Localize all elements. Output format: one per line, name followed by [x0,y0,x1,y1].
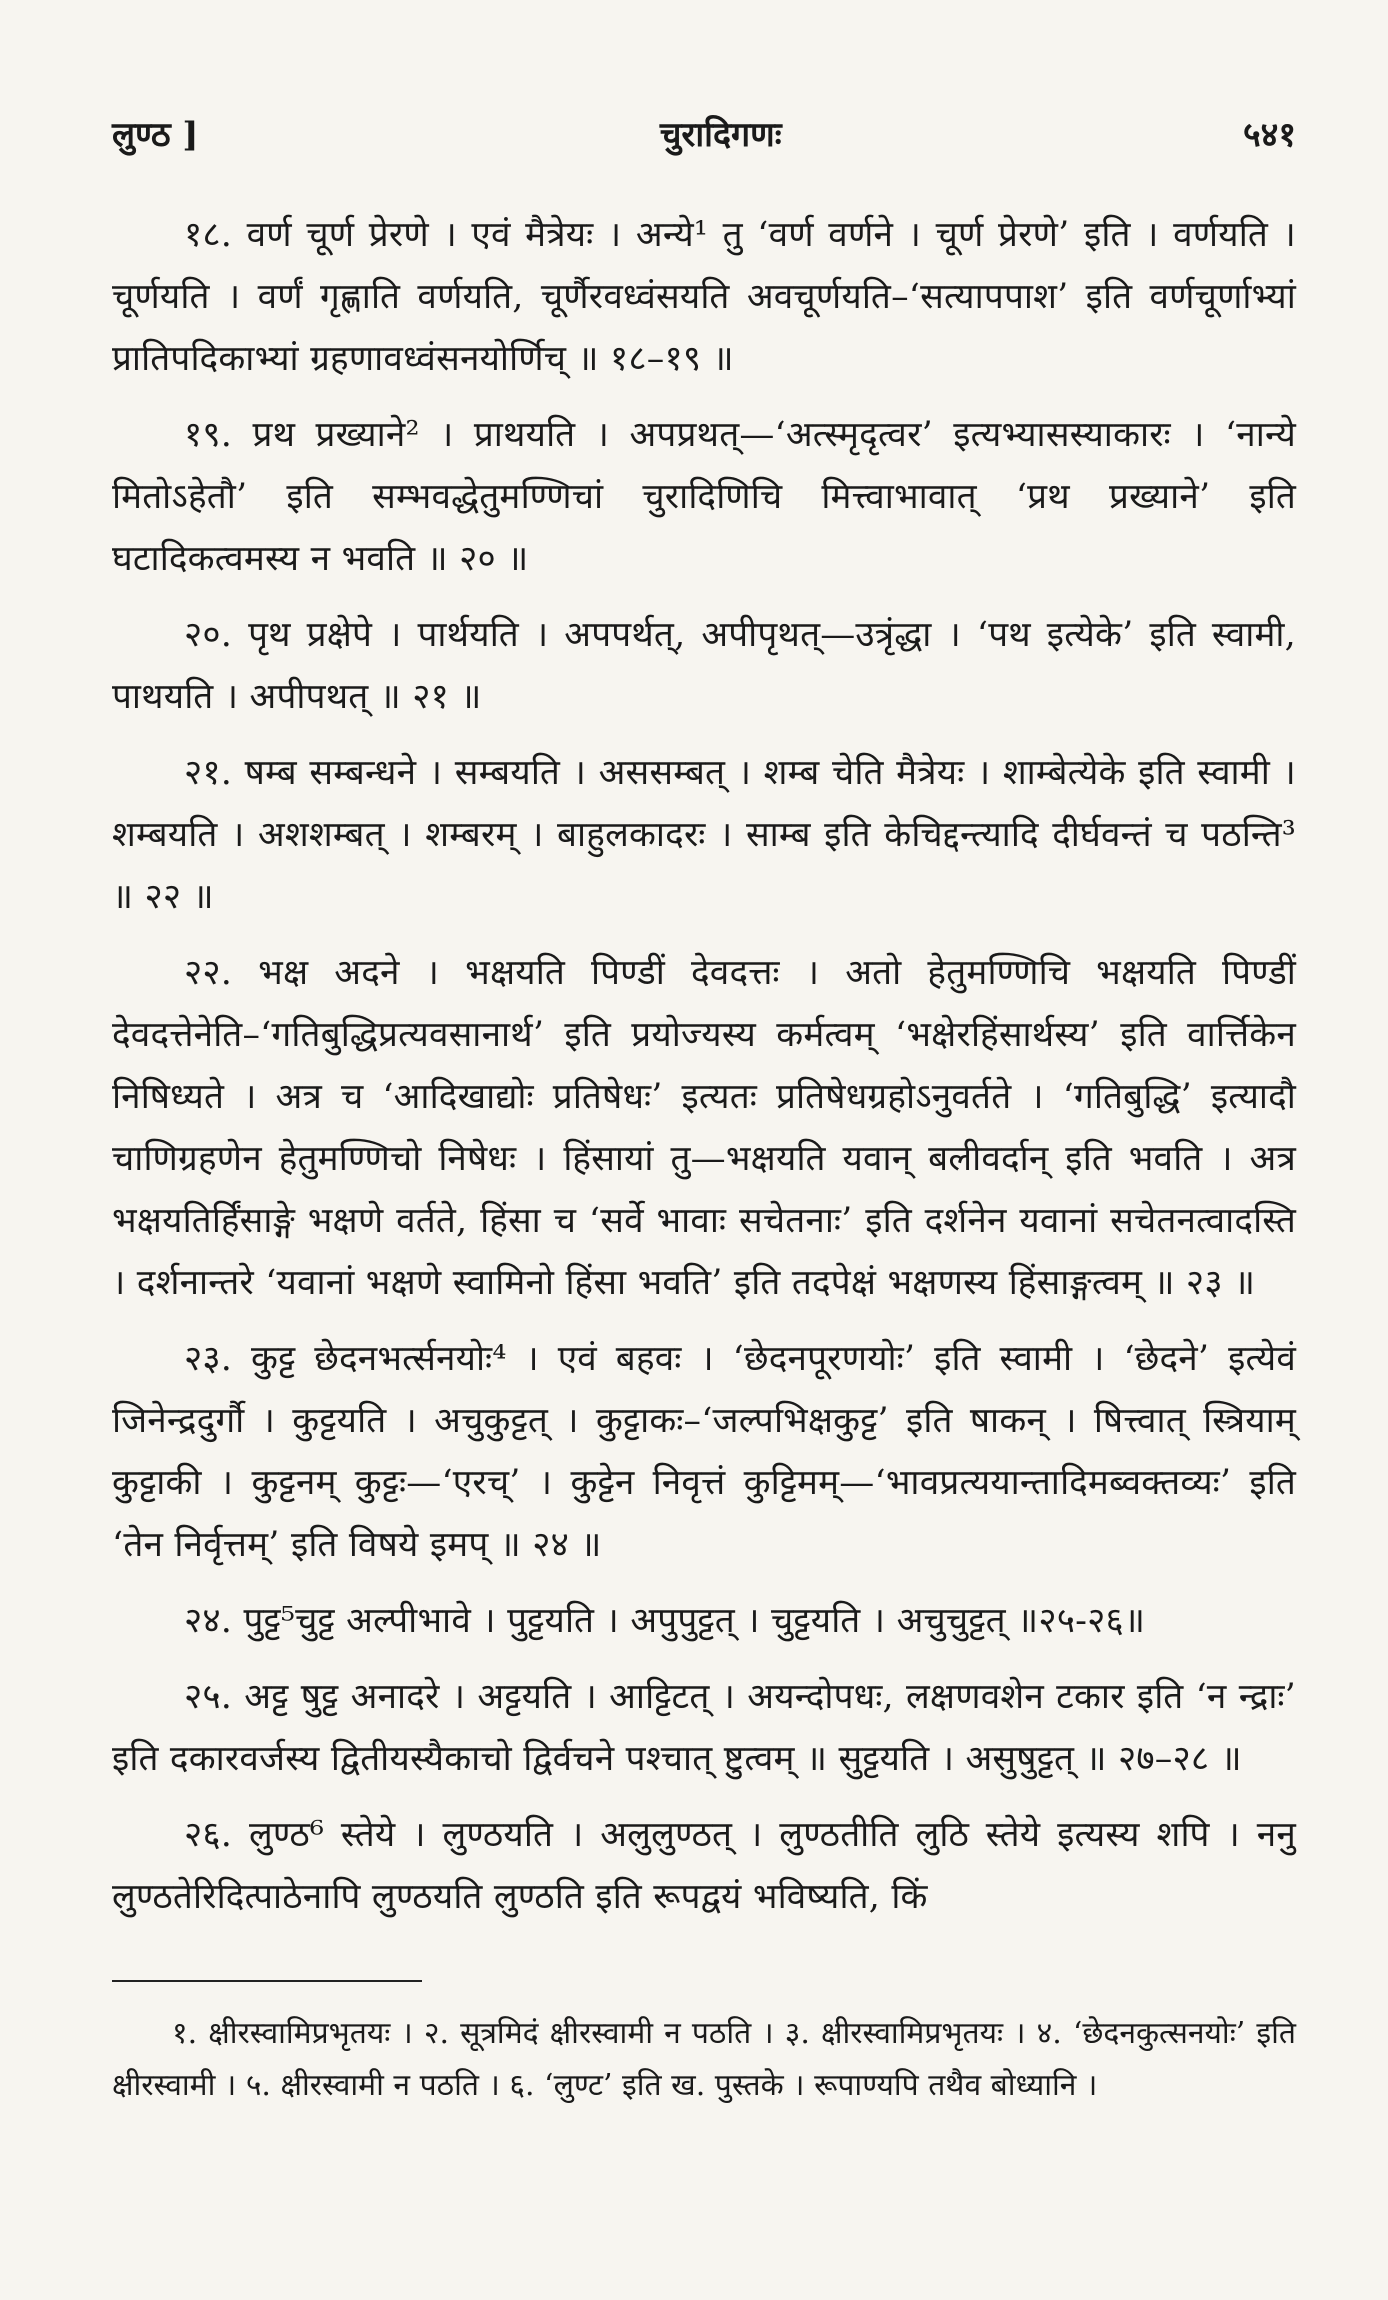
main-text [112,204,1296,1928]
footnotes [112,2008,1296,2112]
paragraph-22: २२. भक्ष अदने । भक्षयति पिण्डीं देवदत्तः । अतो हेतुमण्णिचि भक्षयति पिण्डीं देवदत्तेनेति–‘गतिबुद्धिप्रत्यवसानार्थ’ इति प्रयोज्यस्य कर्मत्वम् ‘भक्षेरहिंसार्थस्य’ इति वार्त्तिकेन निषिध्यते । अत्र च ‘आदिखाद्योः प्रतिषेधः’ इत्यतः प्रतिषेधग्रहोऽनुवर्तते । ‘गतिबुद्धि’ इत्यादौ चाणिग्रहणेन हेतुमण्णिचो निषेधः । हिंसायां तु—भक्षयति यवान् बलीवर्दान् इति भवति । अत्र भक्षयतिर्हिंसाङ्गे भक्षणे वर्तते, हिंसा च ‘सर्वे भावाः सचेतनाः’ इति दर्शनेन यवानां सचेतनत्वादस्ति । दर्शनान्तरे ‘यवानां भक्षणे स्वामिनो हिंसा भवति’ इति तदपेक्षं भक्षणस्य हिंसाङ्गत्वम् ॥ २३ ॥ [112,953,1296,1303]
paragraph-20: २०. पृथ प्रक्षेपे । पार्थयति । अपपर्थत्, अपीपृथत्—उत्रृंद्धा । ‘पथ इत्येके’ इति स्वामी, पाथयति । अपीपथत् ॥ २१ ॥ [112,615,1296,717]
paragraph-18: १८. वर्ण चूर्ण प्रेरणे । एवं मैत्रेयः । अन्ये¹ तु ‘वर्ण वर्णने । चूर्ण प्रेरणे’ इति । वर्णयति । चूर्णयति । वर्णं गृह्णाति वर्णयति, चूर्णैरवध्वंसयति अवचूर्णयति–‘सत्यापपाश’ इति वर्णचूर्णाभ्यां प्रातिपदिकाभ्यां ग्रहणावध्वंसनयोर्णिच् ॥ १८–१९ ॥ [112,215,1296,379]
running-header [112,110,1296,156]
paragraph-26: २६. लुण्ठ⁶ स्तेये । लुण्ठयति । अलुलुण्ठत् । लुण्ठतीति लुठि स्तेये इत्यस्य शपि । ननु लुण्ठतेरिदित्पाठेनापि लुण्ठयति लुण्ठति इति रूपद्वयं भविष्यति, किं [112,1815,1296,1917]
page-number: ५४१ [1242,115,1296,155]
paragraph-21: २१. षम्ब सम्बन्धने । सम्बयति । अससम्बत् । शम्ब चेति मैत्रेयः । शाम्बेत्येके इति स्वामी । शम्बयति । अशशम्बत् । शम्बरम् । बाहुलकादरः । साम्ब इति केचिद्दन्त्यादि दीर्घवन्तं च पठन्ति³ ॥ २२ ॥ [112,753,1296,917]
paragraph-23: २३. कुट्ट छेदनभर्त्सनयोः⁴ । एवं बहवः । ‘छेदनपूरणयोः’ इति स्वामी । ‘छेदने’ इत्येवं जिनेन्द्रदुर्गौ । कुट्टयति । अचुकुट्टत् । कुट्टाकः–‘जल्पभिक्षकुट्ट’ इति षाकन् । षित्त्वात् स्त्रियाम् कुट्टाकी । कुट्टनम् कुट्टः—‘एरच्’ । कुट्टेन निवृत्तं कुट्टिमम्—‘भावप्रत्ययान्तादिमब्वक्तव्यः’ इति ‘तेन निर्वृत्तम्’ इति विषये इमप् ॥ २४ ॥ [112,1339,1296,1565]
paragraph-19: १९. प्रथ प्रख्याने² । प्राथयति । अपप्रथत्—‘अत्स्मृदृत्वर’ इत्यभ्यासस्याकारः । ‘नान्ये मितोऽहेतौ’ इति सम्भवद्धेतुमण्णिचां चुरादिणिचि मित्त्वाभावात् ‘प्रथ प्रख्याने’ इति घटादिकत्वमस्य न भवति ॥ २० ॥ [112,415,1296,579]
footnote-text: १. क्षीरस्वामिप्रभृतयः । २. सूत्रमिदं क्षीरस्वामी न पठति । ३. क्षीरस्वामिप्रभृतयः । ४. ‘छेदनकुत्सनयोः’ इति क्षीरस्वामी । ५. क्षीरस्वामी न पठति । ६. ‘लुण्ट’ इति ख. पुस्तके । रूपाण्यपि तथैव बोध्यानि । [112,2016,1296,2103]
header-left: लुण्ठ ] [112,115,199,155]
paragraph-24: २४. पुट्ट⁵चुट्ट अल्पीभावे । पुट्टयति । अपुपुट्टत् । चुट्टयति । अचुचुट्टत् ॥२५-२६॥ [184,1601,1146,1641]
paragraph-25: २५. अट्ट षुट्ट अनादरे । अट्टयति । आट्टिटत् । अयन्दोपधः, लक्षणवशेन टकार इति ‘न न्द्राः’ इति दकारवर्जस्य द्वितीयस्यैकाचो द्विर्वचने पश्चात् ष्टुत्वम् ॥ सुट्टयति । असुषुट्टत् ॥ २७–२८ ॥ [112,1677,1296,1779]
header-title: चुरादिगणः [659,115,782,155]
footnote-divider [112,1980,422,1982]
